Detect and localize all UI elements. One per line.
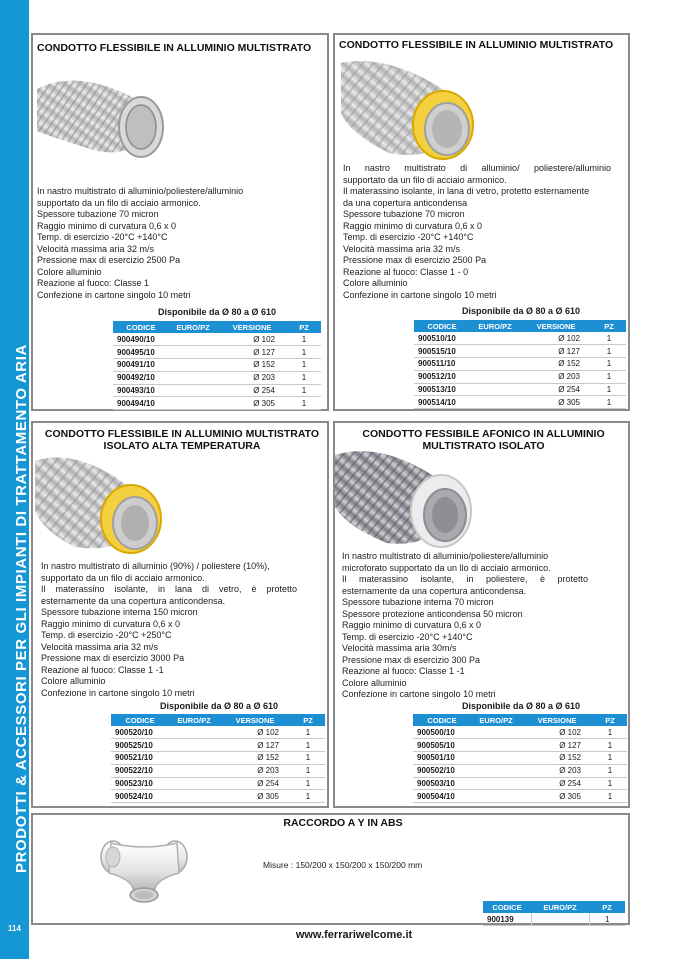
cell-qty: 1: [592, 358, 626, 371]
table-row: [113, 346, 321, 359]
desc-line: Spessore tubazione 70 micron: [37, 209, 159, 219]
sidebar-category-title: PRODOTTI & ACCESSORI PER GLI IMPIANTI DI TRATTAMENTO ARIA: [13, 344, 30, 873]
cell-qty: 1: [593, 752, 627, 765]
cell-price: [169, 371, 217, 384]
desc-line: Raggio minimo di curvatura 0,6 x 0: [41, 618, 181, 629]
col-header-qty: PZ: [291, 714, 325, 726]
desc-line: In nastro multistrato di alluminio/poliestere/alluminio: [342, 551, 549, 561]
desc-line: Raggio minimo di curvatura 0,6 x 0: [342, 620, 482, 630]
product-description: [343, 163, 611, 301]
y-fitting-photo: [97, 833, 193, 911]
cell-version: Ø 305: [219, 790, 291, 803]
cell-version: Ø 127: [521, 739, 593, 752]
cell-qty: 1: [291, 726, 325, 739]
cell-code: 900139: [483, 913, 531, 926]
desc-line: Confezione in cartone singolo 10 metri: [342, 689, 496, 699]
cell-code: 900513/10: [414, 383, 470, 396]
cell-qty: 1: [592, 345, 626, 358]
col-header-version: VERSIONE: [219, 714, 291, 726]
col-header-version: VERSIONE: [217, 321, 287, 333]
cell-price: [169, 333, 217, 346]
product-title: CONDOTTO FLESSIBILE IN ALLUMINIO MULTISTRATO ISOLATO ALTA TEMPERATURA: [44, 428, 320, 452]
cell-qty: 1: [592, 383, 626, 396]
col-header-price: EURO/PZ: [169, 321, 217, 333]
col-header-version: VERSIONE: [520, 320, 592, 332]
table-row: [414, 345, 626, 358]
col-header-price: EURO/PZ: [470, 320, 520, 332]
table-row: [113, 371, 321, 384]
desc-line: Il materassino isolante, in poliestere, è protetto: [342, 574, 588, 584]
cell-price: [470, 370, 520, 383]
product-description: [41, 561, 297, 699]
table-row: [413, 790, 627, 803]
cell-price: [169, 346, 217, 359]
cell-version: Ø 127: [219, 739, 291, 752]
cell-version: Ø 127: [520, 345, 592, 358]
product-title: CONDOTTO FESSIBILE AFONICO IN ALLUMINIO MULTISTRATO ISOLATO: [362, 428, 605, 452]
table-row: [111, 752, 325, 765]
duct-photo: [37, 59, 165, 163]
cell-qty: 1: [592, 370, 626, 383]
cell-code: 900525/10: [111, 739, 169, 752]
cell-qty: 1: [287, 359, 321, 372]
desc-line: Reazione al fuoco: Classe 1 -1: [342, 666, 465, 676]
fitting-measures: Misure : 150/200 x 150/200 x 150/200 mm: [263, 860, 423, 870]
cell-version: Ø 203: [520, 370, 592, 383]
cell-price: [169, 790, 219, 803]
table-row: [111, 726, 325, 739]
table-row: [113, 384, 321, 397]
desc-line: Velocità massima aria 30m/s: [342, 643, 457, 653]
fitting-box: [31, 813, 630, 925]
cell-price: [471, 752, 521, 765]
desc-line: Pressione max di esercizio 3000 Pa: [41, 653, 185, 663]
desc-line: Temp. di esercizio -20°C +140°C: [37, 232, 168, 242]
duct-photo: [335, 441, 475, 553]
cell-qty: 1: [592, 332, 626, 345]
desc-line: Temp. di esercizio -20°C +140°C: [343, 232, 474, 242]
cell-qty: 1: [593, 726, 627, 739]
cell-qty: 1: [589, 913, 625, 926]
cell-price: [169, 739, 219, 752]
table-row: [111, 739, 325, 752]
cell-code: 900494/10: [113, 397, 169, 410]
fitting-table: [483, 901, 625, 926]
table-row: [111, 764, 325, 777]
cell-version: Ø 152: [217, 359, 287, 372]
desc-line: Raggio minimo di curvatura 0,6 x 0: [343, 220, 483, 231]
col-header-price: EURO/PZ: [531, 901, 589, 913]
cell-price: [471, 777, 521, 790]
desc-line: Velocità massima aria 32 m/s: [343, 243, 461, 254]
table-row: [414, 332, 626, 345]
col-header-price: EURO/PZ: [471, 714, 521, 726]
table-row: [414, 383, 626, 396]
col-header-qty: PZ: [593, 714, 627, 726]
desc-line: In nastro multistrato di alluminio/poliestere/alluminio: [37, 186, 244, 196]
desc-line: Spessore tubazione 70 micron: [343, 209, 465, 219]
cell-version: Ø 127: [217, 346, 287, 359]
col-header-code: CODICE: [414, 320, 470, 332]
col-header-code: CODICE: [483, 901, 531, 913]
table-row: [113, 359, 321, 372]
cell-version: Ø 102: [219, 726, 291, 739]
cell-price: [470, 383, 520, 396]
cell-version: Ø 203: [219, 764, 291, 777]
cell-qty: 1: [287, 333, 321, 346]
cell-version: Ø 254: [217, 384, 287, 397]
desc-line: Reazione al fuoco: Classe 1: [37, 278, 150, 288]
desc-line: Reazione al fuoco: Classe 1 -1: [41, 664, 164, 675]
availability-note: Disponibile da Ø 80 a Ø 610: [157, 307, 277, 317]
table-row: [413, 777, 627, 790]
cell-price: [169, 397, 217, 410]
desc-line: Confezione in cartone singolo 10 metri: [343, 289, 497, 300]
cell-qty: 1: [291, 790, 325, 803]
footer-website: www.ferrariwelcome.it: [295, 929, 413, 941]
availability-note: Disponibile da Ø 80 a Ø 610: [461, 701, 581, 711]
cell-code: 900510/10: [414, 332, 470, 345]
price-table: [413, 714, 627, 803]
cell-version: Ø 203: [217, 371, 287, 384]
cell-version: Ø 102: [217, 333, 287, 346]
cell-code: 900500/10: [413, 726, 471, 739]
desc-line: Spessore protezione anticondensa 50 micron: [342, 608, 523, 619]
desc-line: Colore alluminio: [343, 278, 408, 288]
cell-version: Ø 152: [521, 752, 593, 765]
cell-price: [470, 358, 520, 371]
cell-version: Ø 305: [521, 790, 593, 803]
cell-qty: 1: [593, 790, 627, 803]
table-row: [483, 913, 625, 926]
cell-qty: 1: [287, 371, 321, 384]
desc-line: Reazione al fuoco: Classe 1 - 0: [343, 266, 469, 277]
product-title: CONDOTTO FLESSIBILE IN ALLUMINIO MULTISTRATO: [37, 42, 312, 54]
cell-qty: 1: [287, 384, 321, 397]
col-header-qty: PZ: [589, 901, 625, 913]
desc-line: Pressione max di esercizio 2500 Pa: [37, 255, 181, 265]
cell-price: [470, 396, 520, 409]
cell-price: [169, 359, 217, 372]
cell-qty: 1: [287, 346, 321, 359]
product-box-2: [333, 33, 630, 411]
cell-version: Ø 203: [521, 764, 593, 777]
cell-code: 900515/10: [414, 345, 470, 358]
cell-code: 900493/10: [113, 384, 169, 397]
cell-qty: 1: [291, 777, 325, 790]
cell-version: Ø 305: [217, 397, 287, 410]
cell-qty: 1: [593, 777, 627, 790]
price-table: [111, 714, 325, 803]
table-row: [413, 726, 627, 739]
col-header-code: CODICE: [413, 714, 471, 726]
desc-line: microforato supportato da un llo di acciaio armonico.: [342, 562, 551, 573]
desc-line: Il materassino isolante, in lana di vetro, è protetto: [41, 584, 297, 594]
cell-version: Ø 102: [521, 726, 593, 739]
cell-qty: 1: [287, 397, 321, 410]
product-box-1: [31, 33, 329, 411]
table-row: [113, 397, 321, 410]
cell-price: [470, 345, 520, 358]
cell-code: 900522/10: [111, 764, 169, 777]
cell-code: 900520/10: [111, 726, 169, 739]
desc-line: esternamente da una copertura anticondensa.: [41, 595, 226, 606]
cell-version: Ø 254: [520, 383, 592, 396]
cell-code: 900495/10: [113, 346, 169, 359]
cell-price: [531, 913, 589, 926]
cell-price: [471, 726, 521, 739]
price-table: [113, 321, 321, 410]
cell-price: [169, 777, 219, 790]
cell-qty: 1: [593, 764, 627, 777]
desc-line: Spessore tubazione interna 150 micron: [41, 607, 198, 617]
cell-price: [471, 764, 521, 777]
cell-price: [169, 726, 219, 739]
desc-line: supportato da un filo di acciaio armonico.: [343, 174, 507, 185]
desc-line: Colore alluminio: [342, 677, 407, 688]
cell-code: 900503/10: [413, 777, 471, 790]
table-row: [111, 790, 325, 803]
cell-price: [471, 739, 521, 752]
desc-line: Colore alluminio: [37, 266, 102, 277]
desc-line: Confezione in cartone singolo 10 metri: [41, 687, 195, 698]
col-header-code: CODICE: [111, 714, 169, 726]
cell-code: 900504/10: [413, 790, 471, 803]
col-header-qty: PZ: [592, 320, 626, 332]
cell-qty: 1: [592, 396, 626, 409]
duct-photo: [339, 53, 479, 163]
sidebar-band: [0, 0, 29, 959]
table-row: [113, 333, 321, 346]
availability-note: Disponibile da Ø 80 a Ø 610: [159, 701, 279, 711]
product-box-4: [333, 421, 630, 808]
desc-line: esternamente da una copertura anticondensa.: [342, 585, 527, 596]
cell-code: 900492/10: [113, 371, 169, 384]
desc-line: Pressione max di esercizio 2500 Pa: [343, 255, 487, 265]
cell-price: [471, 790, 521, 803]
cell-code: 900523/10: [111, 777, 169, 790]
cell-code: 900490/10: [113, 333, 169, 346]
desc-line: Confezione in cartone singolo 10 metri: [37, 289, 191, 300]
table-row: [414, 358, 626, 371]
cell-version: Ø 305: [520, 396, 592, 409]
cell-code: 900521/10: [111, 752, 169, 765]
price-table: [414, 320, 626, 409]
col-header-price: EURO/PZ: [169, 714, 219, 726]
desc-line: Spessore tubazione interna 70 micron: [342, 597, 494, 607]
cell-version: Ø 254: [521, 777, 593, 790]
table-row: [414, 396, 626, 409]
cell-version: Ø 152: [219, 752, 291, 765]
desc-line: Velocità massima aria 32 m/s: [37, 243, 155, 254]
cell-version: Ø 102: [520, 332, 592, 345]
cell-code: 900501/10: [413, 752, 471, 765]
desc-line: In nastro multistrato di alluminio/ poliestere/alluminio: [343, 163, 611, 173]
desc-line: supportato da un filo di acciaio armonico.: [37, 197, 201, 208]
desc-line: Pressione max di esercizio 300 Pa: [342, 654, 481, 665]
table-row: [111, 777, 325, 790]
table-row: [414, 370, 626, 383]
table-row: [413, 739, 627, 752]
table-row: [413, 752, 627, 765]
cell-version: Ø 254: [219, 777, 291, 790]
desc-line: Il materassino isolante, in lana di vetro, protetto esternamente: [343, 186, 590, 196]
cell-qty: 1: [291, 764, 325, 777]
cell-qty: 1: [593, 739, 627, 752]
cell-code: 900502/10: [413, 764, 471, 777]
product-description: [342, 551, 588, 701]
desc-line: Colore alluminio: [41, 676, 106, 686]
desc-line: da una copertura anticondensa: [343, 197, 468, 208]
availability-note: Disponibile da Ø 80 a Ø 610: [461, 306, 581, 316]
product-title: CONDOTTO FLESSIBILE IN ALLUMINIO MULTISTRATO: [339, 39, 614, 51]
cell-code: 900512/10: [414, 370, 470, 383]
cell-code: 900514/10: [414, 396, 470, 409]
cell-version: Ø 152: [520, 358, 592, 371]
cell-code: 900524/10: [111, 790, 169, 803]
desc-line: Velocità massima aria 32 m/s: [41, 641, 159, 652]
desc-line: Temp. di esercizio -20°C +140°C: [342, 631, 473, 642]
cell-qty: 1: [291, 752, 325, 765]
product-description: [37, 186, 299, 301]
table-row: [413, 764, 627, 777]
cell-code: 900505/10: [413, 739, 471, 752]
col-header-qty: PZ: [287, 321, 321, 333]
desc-line: Raggio minimo di curvatura 0,6 x 0: [37, 220, 177, 231]
col-header-version: VERSIONE: [521, 714, 593, 726]
cell-price: [169, 752, 219, 765]
product-box-3: [31, 421, 329, 808]
cell-price: [169, 764, 219, 777]
page-number: 114: [8, 924, 21, 933]
desc-line: Temp. di esercizio -20°C +250°C: [41, 630, 172, 640]
cell-price: [470, 332, 520, 345]
desc-line: supportato da un filo di acciaio armonico.: [41, 572, 205, 583]
col-header-code: CODICE: [113, 321, 169, 333]
cell-code: 900511/10: [414, 358, 470, 371]
duct-photo: [35, 447, 165, 557]
cell-code: 900491/10: [113, 359, 169, 372]
desc-line: In nastro multistrato di alluminio (90%) / poliestere (10%),: [41, 561, 270, 571]
cell-price: [169, 384, 217, 397]
cell-qty: 1: [291, 739, 325, 752]
fitting-title: RACCORDO A Y IN ABS: [283, 817, 403, 829]
